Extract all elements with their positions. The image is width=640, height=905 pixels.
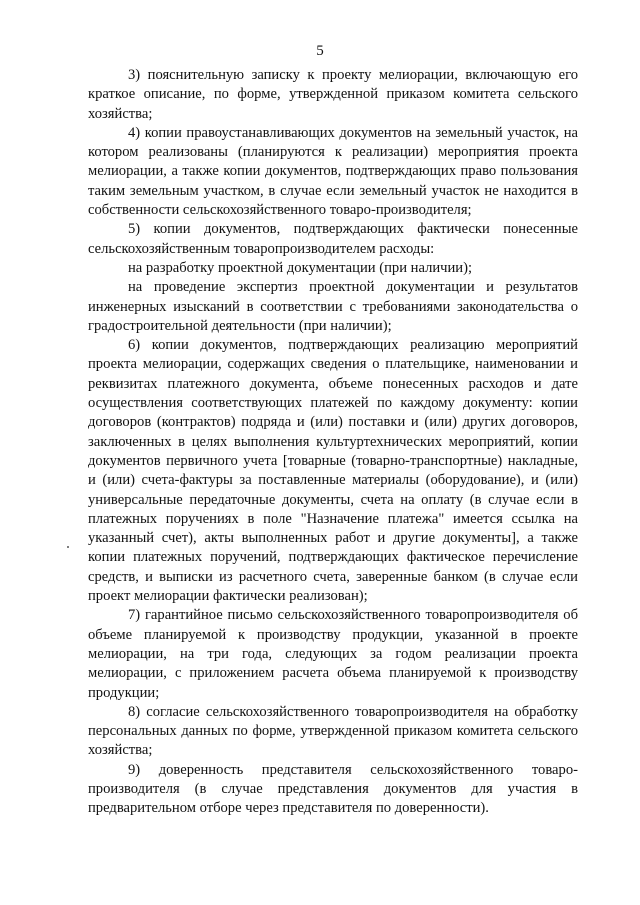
document-body	[88, 66, 578, 819]
paragraph-item-5-sub-1: на разработку проектной документации (при наличии);	[128, 259, 473, 276]
page-number: 5	[316, 43, 324, 59]
paragraph-item-3: 3) пояснительную записку к проекту мелиорации, включающую его краткое описание, по форме, утвержденной приказом комитета сельского хозяйства;	[88, 67, 578, 122]
paragraph-item-8: 8) согласие сельскохозяйственного товаропроизводителя на обработку персональных данных по форме, утвержденной приказом комитета сельского хозяйства;	[88, 703, 578, 759]
paragraph-item-5: 5) копии документов, подтверждающих фактически понесенные сельскохозяйственным товаропроизводителем расходы:	[88, 221, 578, 257]
paragraph-item-4: 4) копии правоустанавливающих документов на земельный участок, на котором реализованы (планируются к реализации) мероприятия проекта мелиорации, а также копии документов, подтверждающих право пользования таким земельным участком, в случае если земельный участок не находится в собственности сельскохозяйственного товаро-производителя;	[88, 124, 578, 219]
paragraph-item-5-sub-2: на проведение экспертиз проектной документации и результатов инженерных изысканий в соответствии с требованиями законодательства о градостроительной деятельности (при наличии);	[88, 279, 578, 334]
margin-dot	[67, 546, 69, 548]
paragraph-item-7: 7) гарантийное письмо сельскохозяйственного товаропроизводителя об объеме планируемой к производству продукции, указанной в проекте мелиорации, на три года, следующих за годом реализации проекта мелиорации, с приложением расчета объема планируемой к производству продукции;	[88, 607, 578, 701]
paragraph-item-9: 9) доверенность представителя сельскохозяйственного товаро-производителя (в случае представления документов для участия в предварительном отборе через представителя по доверенности).	[88, 761, 578, 817]
paragraph-item-6: 6) копии документов, подтверждающих реализацию мероприятий проекта мелиорации, содержащих сведения о плательщике, наименовании и реквизитах платежного документа, объеме понесенных расходов и дате осуществления соответствующих платежей по каждому документу: копии договоров (контрактов) подряда и (или) поставки и (или) других договоров, заключенных в целях выполнения культуртехнических мероприятий, копии документов первичного учета [товарные (товарно-транспортные) накладные, и (или) счета-фактуры за поставленные материалы (оборудование), и (или) универсальные передаточные документы, счета на оплату (в случае если в платежных поручениях в поле "Назначение платежа" имеется ссылка на указанный счет), акты выполненных работ и другие документы], а также копии платежных поручений, подтверждающих фактическое перечисление средств, и выписки из расчетного счета, заверенные банком (в случае если проект мелиорации фактически реализован);	[88, 337, 578, 605]
